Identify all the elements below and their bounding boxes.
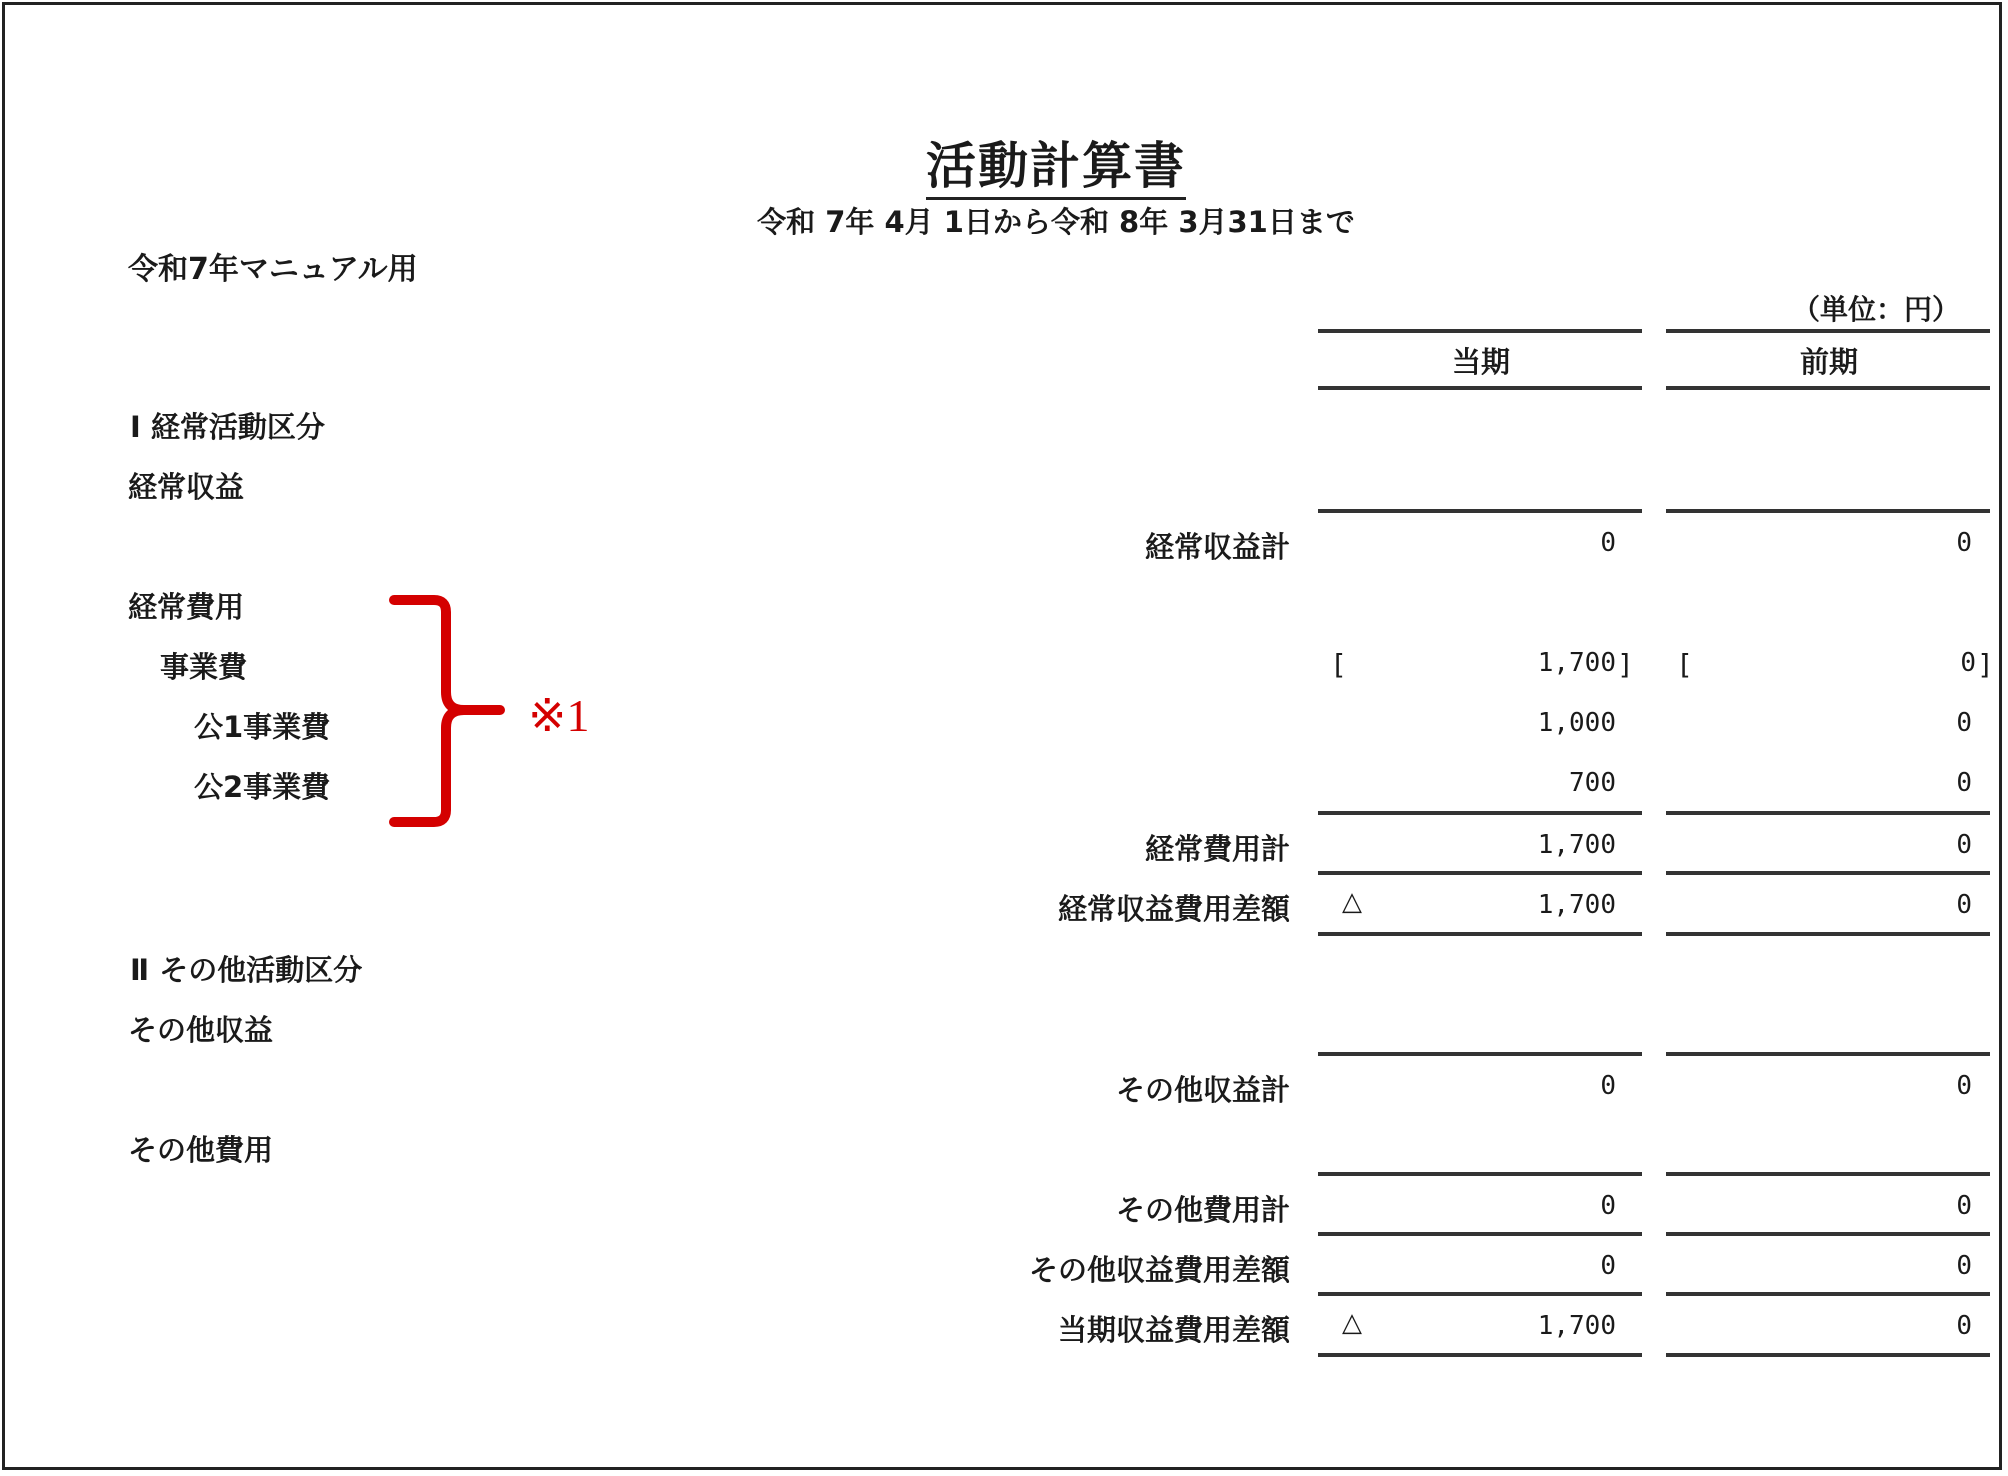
other-expense-heading: その他費用 xyxy=(128,1133,274,1167)
other-diff-previous: 0 xyxy=(1956,1251,1972,1281)
ordinary-expense-heading: 経常費用 xyxy=(128,590,245,624)
column-header-current: 当期 xyxy=(1451,345,1510,379)
public2-expense-current: 700 xyxy=(1569,768,1616,798)
ordinary-diff-current: 1,700 xyxy=(1537,890,1616,920)
rule-current xyxy=(1318,1232,1642,1236)
header-top-rule-previous xyxy=(1666,329,1990,333)
header-bottom-rule-current xyxy=(1318,386,1642,390)
ordinary-revenue-heading: 経常収益 xyxy=(128,470,245,504)
other-revenue-total-label: その他収益計 xyxy=(1115,1073,1290,1107)
bracket-close-previous: ] xyxy=(1977,648,1994,681)
rule-previous xyxy=(1666,1052,1990,1056)
period-diff-previous: 0 xyxy=(1956,1311,1972,1341)
document-title: 活動計算書 xyxy=(0,126,2008,198)
bracket-close-current: ] xyxy=(1617,648,1634,681)
negative-marker: △ xyxy=(1342,887,1362,917)
rule-previous xyxy=(1666,1232,1990,1236)
other-revenue-total-previous: 0 xyxy=(1956,1071,1972,1101)
other-expense-total-label: その他費用計 xyxy=(1115,1193,1290,1227)
rule-previous xyxy=(1666,1353,1990,1357)
header-top-rule-current xyxy=(1318,329,1642,333)
business-expense-current: 1,700 xyxy=(1537,648,1616,678)
public2-expense-label: 公2事業費 xyxy=(194,770,331,804)
unit-label: （単位：円） xyxy=(1792,293,1961,326)
ordinary-expense-total-previous: 0 xyxy=(1956,830,1972,860)
section-ordinary-activities: Ⅰ 経常活動区分 xyxy=(130,410,325,444)
curly-brace-annotation xyxy=(388,592,508,832)
ordinary-diff-label: 経常収益費用差額 xyxy=(1057,892,1290,926)
business-expense-label: 事業費 xyxy=(160,650,248,684)
business-expense-previous: 0 xyxy=(1960,648,1976,678)
public1-expense-previous: 0 xyxy=(1956,708,1972,738)
public2-expense-previous: 0 xyxy=(1956,768,1972,798)
rule-current xyxy=(1318,1353,1642,1357)
rule-current xyxy=(1318,509,1642,513)
ordinary-expense-total-label: 経常費用計 xyxy=(1144,832,1290,866)
rule-previous xyxy=(1666,509,1990,513)
section-other-activities: Ⅱ その他活動区分 xyxy=(130,953,363,987)
rule-previous xyxy=(1666,1172,1990,1176)
rule-current xyxy=(1318,932,1642,936)
public1-expense-current: 1,000 xyxy=(1537,708,1616,738)
ordinary-diff-previous: 0 xyxy=(1956,890,1972,920)
header-bottom-rule-previous xyxy=(1666,386,1990,390)
ordinary-revenue-total-current: 0 xyxy=(1600,528,1616,558)
negative-marker: △ xyxy=(1342,1308,1362,1338)
rule-current xyxy=(1318,811,1642,815)
rule-current xyxy=(1318,1052,1642,1056)
ordinary-expense-total-current: 1,700 xyxy=(1537,830,1616,860)
public1-expense-label: 公1事業費 xyxy=(194,710,331,744)
rule-previous xyxy=(1666,1292,1990,1296)
ordinary-revenue-total-label: 経常収益計 xyxy=(1144,530,1290,564)
other-revenue-total-current: 0 xyxy=(1600,1071,1616,1101)
rule-current xyxy=(1318,871,1642,875)
column-header-previous: 前期 xyxy=(1799,345,1858,379)
fiscal-period: 令和 7年 4月 1日から令和 8年 3月31日まで xyxy=(757,205,1355,239)
other-diff-current: 0 xyxy=(1600,1251,1616,1281)
other-expense-total-current: 0 xyxy=(1600,1191,1616,1221)
ordinary-revenue-total-previous: 0 xyxy=(1956,528,1972,558)
rule-previous xyxy=(1666,811,1990,815)
other-diff-label: その他収益費用差額 xyxy=(1028,1253,1290,1287)
organization-name: 令和7年マニュアル用 xyxy=(128,252,418,287)
bracket-open-previous: [ xyxy=(1676,648,1693,681)
note-marker: ※1 xyxy=(528,690,590,741)
rule-previous xyxy=(1666,932,1990,936)
rule-current xyxy=(1318,1292,1642,1296)
period-diff-label: 当期収益費用差額 xyxy=(1057,1313,1290,1347)
rule-previous xyxy=(1666,871,1990,875)
rule-current xyxy=(1318,1172,1642,1176)
bracket-open-current: [ xyxy=(1330,648,1347,681)
period-diff-current: 1,700 xyxy=(1537,1311,1616,1341)
other-revenue-heading: その他収益 xyxy=(128,1013,274,1047)
other-expense-total-previous: 0 xyxy=(1956,1191,1972,1221)
